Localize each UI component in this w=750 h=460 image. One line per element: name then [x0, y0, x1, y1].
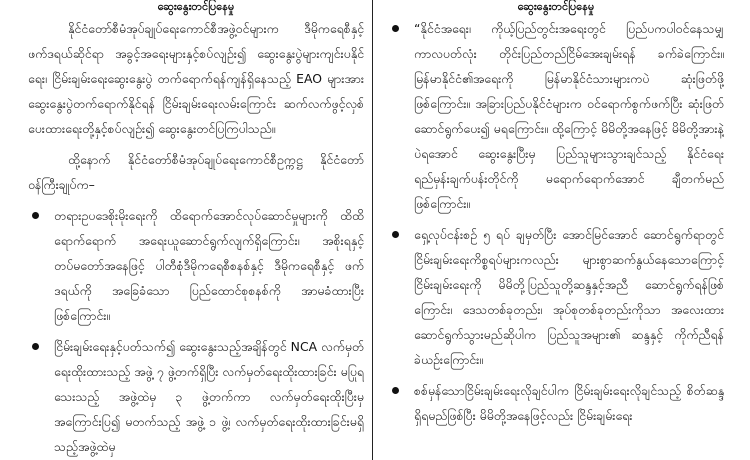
right-bullet-text-3: စစ်မှန်သောငြိမ်းချမ်းရေးလိုချင်ပါက ငြိမ်းချမ်းရေးလိုချင်သည့် စိတ်ဆန္ဒရှိရမည်ဖြစ်ပြီး မိမိတို့အနေဖြင့်လည်း ငြိမ်းချမ်းရေး — [414, 383, 724, 423]
bullet-icon — [32, 343, 39, 350]
left-bullet-item-2 — [28, 334, 364, 459]
bullet-icon — [392, 25, 399, 32]
left-paragraph-1: နိုင်ငံတော်စီမံအုပ်ချုပ်ရေးကောင်စီအဖွဲ့ဝင်များက ဒီမိုကရေစီနှင့် ဖက်ဒရယ်ဆိုင်ရာ အခွင့်အရေးများနှင့်စပ်လျဉ်း၍ ဆွေးနွေးပွဲများကျင်းပနိုင်ရေး၊ ငြိမ်းချမ်းရေးဆွေးနွေးပွဲ တက်ရောက်ရန်ကျန်ရှိနေသည့် EAO များအား ဆွေးနွေးပွဲတက်ရောက်နိုင်ရန် ငြိမ်းချမ်းရေးလမ်းကြောင်း ဆက်လက်ဖွင့်လှစ်ပေးထားရေးတို့နှင့်စပ်လျဉ်း၍ ဆွေးနွေးတင်ပြကြပါသည်။ — [28, 21, 364, 136]
right-bullet-item-1 — [388, 16, 724, 216]
column-divider — [372, 0, 373, 460]
left-column-header: ဆွေးနွေးတင်ပြနေမှု — [157, 0, 235, 13]
left-bullet-item-1 — [28, 203, 364, 328]
bullet-icon — [392, 231, 399, 238]
right-bullet-text-2: ရှေ့လုပ်ငန်းစဉ် ၅ ရပ် ချမှတ်ပြီး အောင်မြင်အောင် ဆောင်ရွက်ရာတွင် ငြိမ်းချမ်းရေးကိစ္စရပ်များကလည်း များစွာဆက်နွယ်နေသောကြောင့် ငြိမ်းချမ်းရေးကို မိမိတို့ပြည်သူတို့ဆန္ဒနှင့်အညီ ဆောင်ရွက်ရန်ဖြစ်ကြောင်း၊ ဒေသတစ်ခုတည်း၊ အုပ်စုတစ်ခုတည်းကိုသာ အလေးထားဆောင်ရွက်သွားမည်ဆိုပါက ပြည်သူအများ၏ ဆန္ဒနှင့် ကိုက်ညီရန်ခဲယဉ်းကြောင်း။ — [414, 227, 724, 367]
right-bullet-item-2 — [388, 222, 724, 372]
bullet-icon — [392, 387, 399, 394]
left-bullet-text-1: တရားဥပဒေစိုးမိုးရေးကို ထိရောက်အောင်လုပ်ဆောင်မှုများကို ထိထိရောက်ရောက် အရေးယူဆောင်ရွက်လျက်ရှိကြောင်း၊ အစိုးရနှင့် တပ်မတော်အနေဖြင့် ပါတီစုံဒီမိုကရေစီစနစ်နှင့် ဒီမိုကရေစီနှင့် ဖက်ဒရယ်ကို အခြေခံသော ပြည်ထောင်စုစနစ်ကို အာမခံထားပြီးဖြစ်ကြောင်း။ — [54, 208, 364, 323]
right-column — [388, 0, 724, 460]
bullet-icon — [32, 212, 39, 219]
left-column — [28, 0, 364, 460]
left-paragraph-2: ထို့နောက် နိုင်ငံတော်စီမံအုပ်ချုပ်ရေးကောင်စီဥက္ကဋ္ဌ နိုင်ငံတော်ဝန်ကြီးချုပ်က– — [28, 152, 364, 192]
right-bullet-item-3 — [388, 378, 724, 428]
right-column-header: ဆွေးနွေးတင်ပြနေမှု — [517, 0, 595, 13]
right-bullet-text-1: “နိုင်ငံအရေး၊ ကိုယ့်ပြည်တွင်းအရေးတွင် ပြည်ပကပါဝင်နေသမျှ ကာလပတ်လုံး တိုင်းပြည်တည်ငြိမ်အေးချမ်းရန် ခက်ခဲကြောင်း။ မြန်မာနိုင်ငံ၏အရေးကို မြန်မာနိုင်ငံသားများကပဲ ဆုံးဖြတ်ဖို့ဖြစ်ကြောင်း။ အခြားပြည်ပနိုင်ငံများက ဝင်ရောက်စွက်ဖက်ပြီး ဆုံးဖြတ်ဆောင်ရွက်ပေး၍ မရကြောင်း။ ထို့ကြောင့် မိမိတို့အနေဖြင့် မိမိတို့အားနဲ့ပဲရအောင် ဆွေးနွေးပြီးမှ ပြည်သူများသွားချင်သည့် နိုင်ငံရေးရည်မှန်းချက်ပန်းတိုင်ကို မရောက်ရောက်အောင် ချီတက်မည်ဖြစ်ကြောင်း။ — [414, 21, 724, 211]
left-bullet-text-2: ငြိမ်းချမ်းရေးနှင့်ပတ်သက်၍ ဆွေးနွေးသည့်အချိန်တွင် NCA လက်မှတ်ရေးထိုးထားသည့် အဖွဲ့ ၇ ဖွဲ့တက်ရှိပြီး လက်မှတ်ရေးထိုးထားခြင်း မပြုရသေးသည့် အဖွဲ့ထဲမှ ၃ ဖွဲ့တက်ကာ လက်မှတ်ရေးထိုးပြီးမှ အကြောင်းပြ၍ မတက်သည့် အဖွဲ့ ၁ ဖွဲ့၊ လက်မှတ်ရေးထိုးထားခြင်းမရှိသည့်အဖွဲ့ထဲမှ — [54, 339, 364, 454]
